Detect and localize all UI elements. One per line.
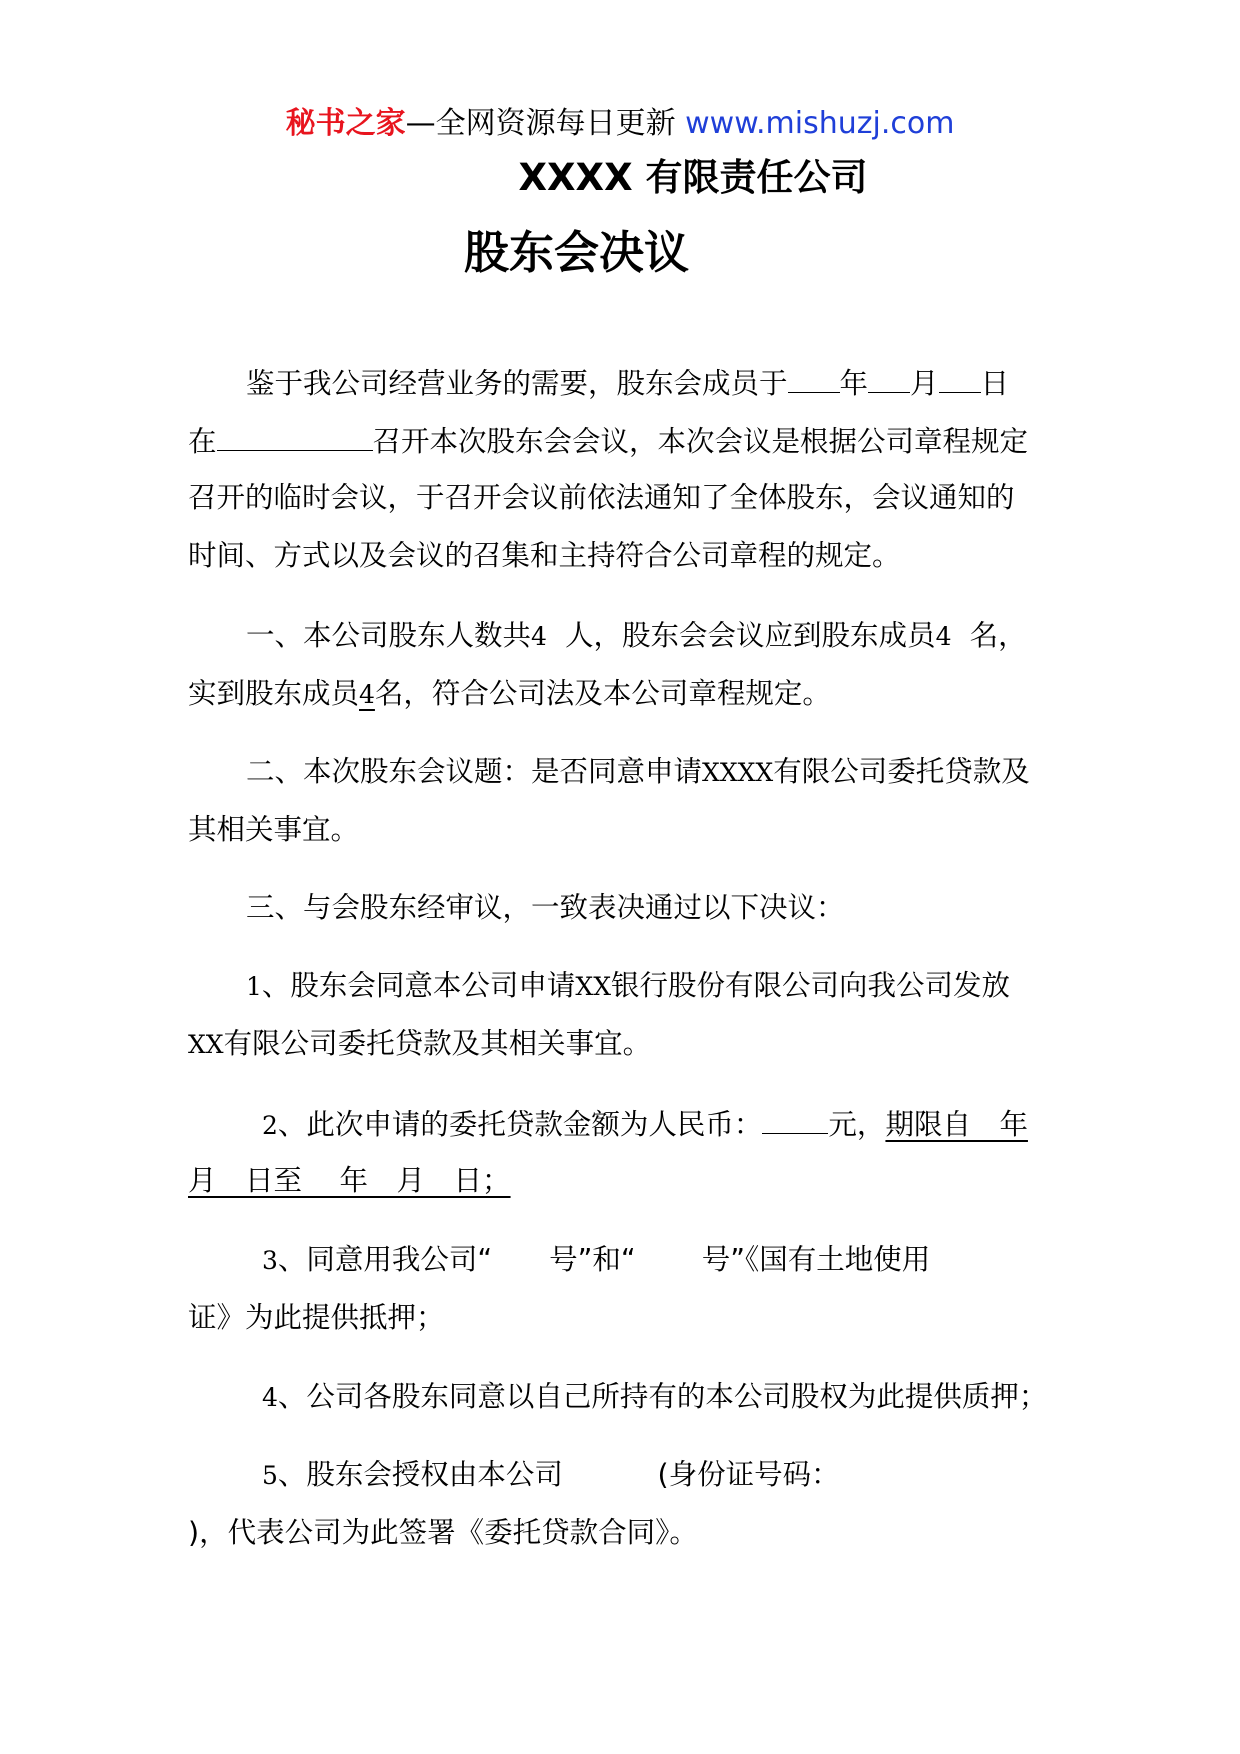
resolution-5-line-1 <box>262 1455 840 1496</box>
intro-text: 在 <box>188 425 217 458</box>
item-text: 人，股东会会议应到股东成员 <box>565 619 936 652</box>
intro-line-2 <box>188 420 1028 462</box>
intro-line-3: 召开的临时会议，于召开会议前依法通知了全体股东，会议通知的 <box>188 481 1015 514</box>
resolution-2-line-1 <box>262 1103 1028 1146</box>
header-tagline: —全网资源每日更新 <box>405 106 686 141</box>
required-count: 4 <box>935 622 952 651</box>
document-title: 股东会决议 <box>464 226 690 279</box>
shareholder-count: 4 <box>531 622 547 651</box>
item-2-line-2: 其相关事宜。 <box>188 813 360 846</box>
resolution-1-line-1 <box>246 966 1010 1007</box>
item-3-line: 三、与会股东经审议，一致表决通过以下决议： <box>246 891 845 924</box>
day-blank <box>939 362 981 393</box>
term-text: 期限自 年 <box>885 1108 1028 1141</box>
resolution-number: 5 <box>262 1461 278 1490</box>
item-text: 名， <box>969 619 1027 652</box>
resolution-1-line-2 <box>188 1024 651 1065</box>
amount-blank <box>762 1103 828 1134</box>
item-text: 有限公司委托贷款及 <box>773 755 1030 788</box>
resolution-text: 、此次申请的委托贷款金额为人民币： <box>277 1108 763 1141</box>
year-label: 年 <box>839 367 869 400</box>
resolution-number: 3 <box>262 1246 278 1275</box>
resolution-text: 、股东会授权由本公司 (身份证号码： <box>277 1458 840 1491</box>
resolution-text: 、公司各股东同意以自己所持有的本公司股权为此提供质押； <box>277 1380 1048 1413</box>
month-blank <box>868 362 910 393</box>
company-name: XXXX 有限责任公司 <box>518 156 868 199</box>
resolution-number: 4 <box>262 1383 278 1412</box>
item-1-line-2 <box>188 674 831 715</box>
company-placeholder: XXXX <box>702 758 774 787</box>
resolution-text: 银行股份有限公司向我公司发放 <box>611 969 1011 1002</box>
site-url-link[interactable]: www.mishuzj.com <box>685 106 955 141</box>
attended-count: 4 <box>359 680 375 709</box>
resolution-5-line-2: )，代表公司为此签署《委托贷款合同》。 <box>188 1516 698 1549</box>
month-label: 月 <box>910 367 939 400</box>
day-label: 日 <box>980 367 1010 400</box>
item-text: 二、本次股东会议题：是否同意申请 <box>246 755 703 788</box>
item-text: 实到股东成员 <box>188 677 360 710</box>
resolution-text: 、股东会同意本公司申请 <box>261 969 576 1002</box>
intro-text: 鉴于我公司经营业务的需要，股东会成员于 <box>246 367 788 400</box>
resolution-3-line-2: 证》为此提供抵押； <box>188 1301 445 1334</box>
resolution-3-line-1 <box>262 1240 930 1281</box>
brand-name: 秘书之家 <box>285 106 406 141</box>
bank-placeholder: XX <box>575 972 612 1001</box>
item-1-line-1 <box>246 616 1027 657</box>
term-text: 月 日至 年 月 日； <box>188 1164 511 1197</box>
intro-text: 召开本次股东会会议，本次会议是根据公司章程规定 <box>372 425 1029 458</box>
resolution-number: 2 <box>262 1111 278 1140</box>
company-placeholder: XX <box>188 1030 224 1059</box>
item-2-line-1 <box>246 752 1030 793</box>
resolution-4-line <box>262 1377 1047 1418</box>
intro-line-1 <box>246 362 1009 404</box>
resolution-2-line-2 <box>188 1161 511 1201</box>
resolution-text: 、同意用我公司“ 号”和“ 号”《国有土地使用 <box>277 1243 931 1276</box>
resolution-number: 1 <box>246 972 262 1001</box>
item-text: 一、本公司股东人数共 <box>246 619 532 652</box>
location-blank <box>217 420 373 451</box>
site-header <box>0 104 1240 144</box>
year-blank <box>788 362 840 393</box>
item-text: 名，符合公司法及本公司章程规定。 <box>374 677 831 710</box>
resolution-text: 元， <box>828 1108 886 1141</box>
resolution-text: 有限公司委托贷款及其相关事宜。 <box>223 1027 652 1060</box>
intro-line-4: 时间、方式以及会议的召集和主持符合公司章程的规定。 <box>188 539 901 572</box>
